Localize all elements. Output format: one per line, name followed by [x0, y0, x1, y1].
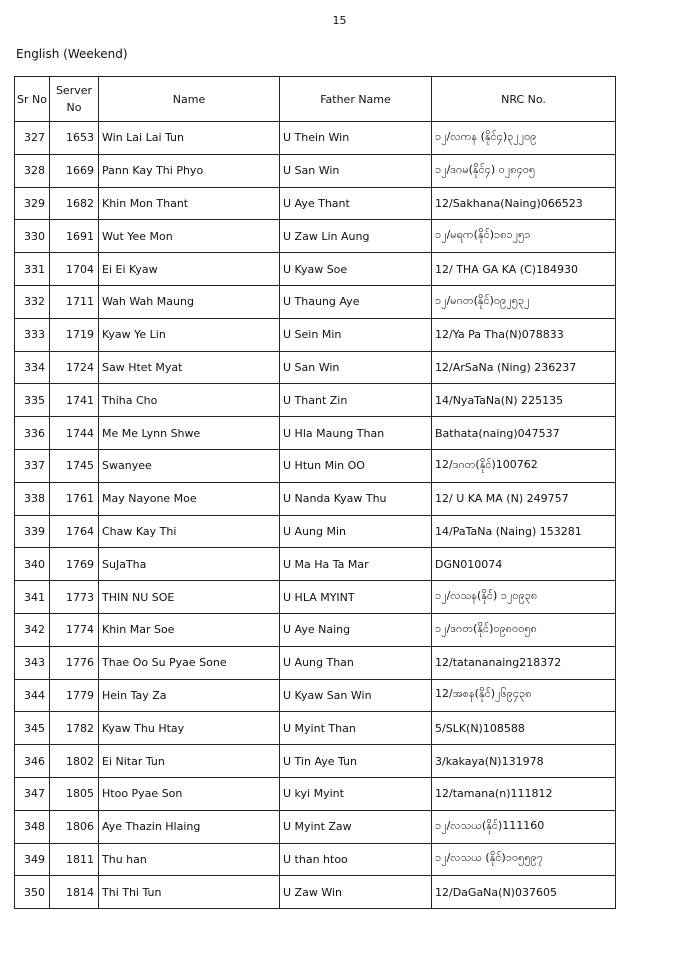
table-row	[15, 285, 616, 318]
cell-father-name: U Nanda Kyaw Thu	[280, 482, 432, 515]
document-title: English (Weekend)	[16, 47, 128, 61]
cell-name: SuJaTha	[99, 548, 280, 581]
cell-server-no: 1711	[50, 285, 99, 318]
table-row	[15, 712, 616, 745]
table-row	[15, 318, 616, 351]
cell-sr-no: 328	[15, 154, 50, 187]
table-row	[15, 810, 616, 843]
header-father-name: Father Name	[280, 77, 432, 122]
registration-table	[14, 76, 616, 909]
cell-name: Swanyee	[99, 449, 280, 482]
cell-name: Wah Wah Maung	[99, 285, 280, 318]
table-row	[15, 745, 616, 778]
cell-father-name: U Aye Naing	[280, 613, 432, 646]
cell-nrc-no: 12/Sakhana(Naing)066523	[432, 187, 616, 220]
cell-father-name: U Kyaw Soe	[280, 253, 432, 286]
cell-name: Kyaw Thu Htay	[99, 712, 280, 745]
cell-server-no: 1669	[50, 154, 99, 187]
cell-sr-no: 340	[15, 548, 50, 581]
table-row	[15, 613, 616, 646]
cell-father-name: U Kyaw San Win	[280, 679, 432, 712]
cell-server-no: 1745	[50, 449, 99, 482]
cell-name: Thae Oo Su Pyae Sone	[99, 646, 280, 679]
table-row	[15, 154, 616, 187]
cell-father-name: U Zaw Win	[280, 876, 432, 909]
cell-server-no: 1769	[50, 548, 99, 581]
cell-sr-no: 331	[15, 253, 50, 286]
cell-name: Win Lai Lai Tun	[99, 122, 280, 155]
cell-nrc-no: 12/tatananaing218372	[432, 646, 616, 679]
cell-name: Aye Thazin Hlaing	[99, 810, 280, 843]
cell-name: Thiha Cho	[99, 384, 280, 417]
cell-nrc-no: 12/ArSaNa (Ning) 236237	[432, 351, 616, 384]
table-row	[15, 384, 616, 417]
cell-name: Htoo Pyae Son	[99, 777, 280, 810]
table-body	[15, 122, 616, 909]
cell-father-name: U Ma Ha Ta Mar	[280, 548, 432, 581]
cell-server-no: 1773	[50, 581, 99, 614]
cell-nrc-no: 12/ U KA MA (N) 249757	[432, 482, 616, 515]
cell-sr-no: 342	[15, 613, 50, 646]
cell-name: Pann Kay Thi Phyo	[99, 154, 280, 187]
cell-server-no: 1761	[50, 482, 99, 515]
table-row	[15, 777, 616, 810]
table-row	[15, 515, 616, 548]
cell-nrc-no: ၁၂/မဂတ(နိုင်)၀၉၂၅၃၂	[432, 285, 616, 318]
cell-father-name: U Tin Aye Tun	[280, 745, 432, 778]
cell-name: Khin Mon Thant	[99, 187, 280, 220]
header-server-no-line1: Server	[55, 84, 93, 97]
cell-name: Chaw Kay Thi	[99, 515, 280, 548]
cell-sr-no: 332	[15, 285, 50, 318]
cell-sr-no: 338	[15, 482, 50, 515]
table-row	[15, 220, 616, 253]
table-row	[15, 548, 616, 581]
header-server-no	[50, 77, 99, 122]
cell-server-no: 1691	[50, 220, 99, 253]
cell-name: THIN NU SOE	[99, 581, 280, 614]
cell-sr-no: 339	[15, 515, 50, 548]
cell-father-name: U Zaw Lin Aung	[280, 220, 432, 253]
cell-nrc-no: Bathata(naing)047537	[432, 417, 616, 450]
cell-sr-no: 330	[15, 220, 50, 253]
cell-nrc-no: 3/kakaya(N)131978	[432, 745, 616, 778]
table-row	[15, 253, 616, 286]
cell-name: Wut Yee Mon	[99, 220, 280, 253]
cell-server-no: 1806	[50, 810, 99, 843]
header-name: Name	[99, 77, 280, 122]
table-row	[15, 351, 616, 384]
cell-sr-no: 327	[15, 122, 50, 155]
cell-nrc-no: ၁၂/လသယ(နိုင်)111160	[432, 810, 616, 843]
cell-sr-no: 350	[15, 876, 50, 909]
cell-nrc-no: 14/PaTaNa (Naing) 153281	[432, 515, 616, 548]
cell-father-name: U Aung Than	[280, 646, 432, 679]
table-row	[15, 876, 616, 909]
cell-name: Me Me Lynn Shwe	[99, 417, 280, 450]
cell-name: Khin Mar Soe	[99, 613, 280, 646]
cell-father-name: U Myint Than	[280, 712, 432, 745]
table-row	[15, 843, 616, 876]
cell-sr-no: 333	[15, 318, 50, 351]
header-nrc-no: NRC No.	[432, 77, 616, 122]
cell-sr-no: 341	[15, 581, 50, 614]
cell-sr-no: 348	[15, 810, 50, 843]
table-row	[15, 581, 616, 614]
cell-sr-no: 335	[15, 384, 50, 417]
cell-server-no: 1741	[50, 384, 99, 417]
cell-father-name: U San Win	[280, 351, 432, 384]
cell-name: Ei Nitar Tun	[99, 745, 280, 778]
cell-server-no: 1682	[50, 187, 99, 220]
cell-name: Ei Ei Kyaw	[99, 253, 280, 286]
cell-nrc-no: 12/DaGaNa(N)037605	[432, 876, 616, 909]
cell-father-name: U Sein Min	[280, 318, 432, 351]
cell-nrc-no: 12/tamana(n)111812	[432, 777, 616, 810]
cell-sr-no: 336	[15, 417, 50, 450]
header-sr-no: Sr No	[15, 77, 50, 122]
cell-server-no: 1805	[50, 777, 99, 810]
cell-name: Kyaw Ye Lin	[99, 318, 280, 351]
table-header	[15, 77, 616, 122]
cell-server-no: 1653	[50, 122, 99, 155]
cell-nrc-no: ၁၂/မရက(နိုင်)၁၈၁၂၅၁	[432, 220, 616, 253]
table-row	[15, 646, 616, 679]
cell-father-name: U than htoo	[280, 843, 432, 876]
table-row	[15, 187, 616, 220]
cell-server-no: 1744	[50, 417, 99, 450]
cell-nrc-no: 12/ဒဂတ(နိုင်)100762	[432, 449, 616, 482]
cell-father-name: U Thaung Aye	[280, 285, 432, 318]
cell-nrc-no: DGN010074	[432, 548, 616, 581]
cell-sr-no: 345	[15, 712, 50, 745]
cell-server-no: 1814	[50, 876, 99, 909]
header-row	[15, 77, 616, 122]
cell-server-no: 1782	[50, 712, 99, 745]
cell-server-no: 1779	[50, 679, 99, 712]
cell-nrc-no: 12/Ya Pa Tha(N)078833	[432, 318, 616, 351]
cell-server-no: 1802	[50, 745, 99, 778]
table-row	[15, 482, 616, 515]
cell-sr-no: 329	[15, 187, 50, 220]
cell-server-no: 1704	[50, 253, 99, 286]
cell-name: May Nayone Moe	[99, 482, 280, 515]
page-number: 15	[332, 14, 347, 27]
cell-father-name: U San Win	[280, 154, 432, 187]
cell-name: Saw Htet Myat	[99, 351, 280, 384]
cell-name: Thi Thi Tun	[99, 876, 280, 909]
cell-nrc-no: 12/ THA GA KA (C)184930	[432, 253, 616, 286]
cell-nrc-no: ၁၂/လကန (နိုင်၄)၃၂၂၀၉	[432, 122, 616, 155]
cell-sr-no: 337	[15, 449, 50, 482]
cell-server-no: 1811	[50, 843, 99, 876]
table-row	[15, 679, 616, 712]
cell-server-no: 1719	[50, 318, 99, 351]
cell-server-no: 1764	[50, 515, 99, 548]
cell-nrc-no: 5/SLK(N)108588	[432, 712, 616, 745]
cell-server-no: 1774	[50, 613, 99, 646]
cell-father-name: U Aung Min	[280, 515, 432, 548]
cell-father-name: U HLA MYINT	[280, 581, 432, 614]
cell-name: Thu han	[99, 843, 280, 876]
cell-father-name: U Aye Thant	[280, 187, 432, 220]
cell-sr-no: 346	[15, 745, 50, 778]
cell-nrc-no: ၁၂/လသန(နိုင်) ၁၂၀၉၃၈	[432, 581, 616, 614]
cell-father-name: U Hla Maung Than	[280, 417, 432, 450]
cell-nrc-no: ၁၂/ဒဂတ(နိုင်)၀၉၈၀၀၅၈	[432, 613, 616, 646]
cell-father-name: U kyi Myint	[280, 777, 432, 810]
cell-sr-no: 334	[15, 351, 50, 384]
cell-sr-no: 343	[15, 646, 50, 679]
cell-father-name: U Htun Min OO	[280, 449, 432, 482]
table-row	[15, 449, 616, 482]
table-row	[15, 122, 616, 155]
cell-server-no: 1776	[50, 646, 99, 679]
cell-sr-no: 347	[15, 777, 50, 810]
cell-sr-no: 349	[15, 843, 50, 876]
cell-nrc-no: 14/NyaTaNa(N) 225135	[432, 384, 616, 417]
cell-father-name: U Thant Zin	[280, 384, 432, 417]
table-row	[15, 417, 616, 450]
cell-server-no: 1724	[50, 351, 99, 384]
cell-name: Hein Tay Za	[99, 679, 280, 712]
cell-father-name: U Thein Win	[280, 122, 432, 155]
cell-father-name: U Myint Zaw	[280, 810, 432, 843]
cell-sr-no: 344	[15, 679, 50, 712]
cell-nrc-no: ၁၂/လသယ (နိုင်)၁၀၅၅၉၇	[432, 843, 616, 876]
header-server-no-line2: No	[66, 101, 82, 114]
cell-nrc-no: ၁၂/ဒဂမ(နိုင်၄) ၀၂၈၄၀၅	[432, 154, 616, 187]
cell-nrc-no: 12/အစန(နိုင်)၂၆၉၄၃၈	[432, 679, 616, 712]
